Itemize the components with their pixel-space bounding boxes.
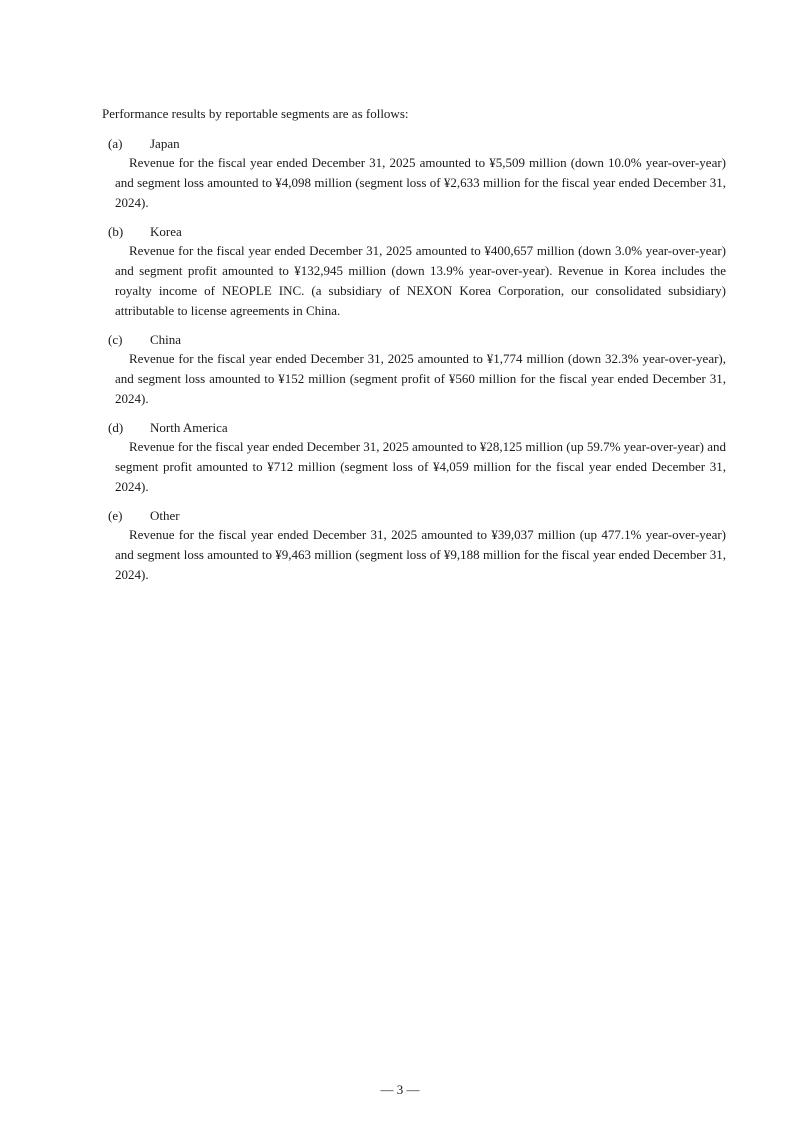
segment-letter: (c) xyxy=(108,332,123,347)
segment-paragraph: Revenue for the fiscal year ended December 31, 2025 amounted to ¥28,125 million (up 59.7% year-over-year) and segment profit amounted to ¥712 million (segment loss of ¥4,059 million for the fiscal year ended December 31, 2024). xyxy=(115,439,726,494)
segment-name: North America xyxy=(150,420,228,435)
segment-letter: (d) xyxy=(108,420,124,435)
page-number: — 3 — xyxy=(380,1082,420,1097)
segment-japan xyxy=(108,135,726,213)
segment-name: China xyxy=(150,332,182,347)
segment-paragraph: Revenue for the fiscal year ended December 31, 2025 amounted to ¥400,657 million (down 3.0% year-over-year) and segment profit amounted to ¥132,945 million (down 13.9% year-over-year). Revenue in Korea includes the royalty income of NEOPLE INC. (a subsidiary of NEXON Korea Corporation, our consolidated subsidiary) attributable to license agreements in China. xyxy=(115,243,726,318)
segment-heading xyxy=(108,135,726,153)
segment-paragraph: Revenue for the fiscal year ended December 31, 2025 amounted to ¥5,509 million (down 10.0% year-over-year) and segment loss amounted to ¥4,098 million (segment loss of ¥2,633 million for the fiscal year ended December 31, 2024). xyxy=(115,155,726,210)
segment-heading xyxy=(108,507,726,525)
segment-name: Japan xyxy=(150,136,180,151)
segment-letter: (e) xyxy=(108,508,123,523)
segment-heading xyxy=(108,331,726,349)
segment-paragraph: Revenue for the fiscal year ended December 31, 2025 amounted to ¥1,774 million (down 32.3% year-over-year), and segment loss amounted to ¥152 million (segment profit of ¥560 million for the fiscal year ended December 31, 2024). xyxy=(115,351,726,406)
segment-korea xyxy=(108,223,726,321)
segment-name: Other xyxy=(150,508,180,523)
segment-china xyxy=(108,331,726,409)
segment-name: Korea xyxy=(150,224,182,239)
segment-list xyxy=(108,135,726,595)
segment-letter: (a) xyxy=(108,136,123,151)
segment-other xyxy=(108,507,726,585)
segment-heading xyxy=(108,419,726,437)
segment-north-america xyxy=(108,419,726,497)
intro-text: Performance results by reportable segments are as follows: xyxy=(102,106,409,121)
segment-paragraph: Revenue for the fiscal year ended December 31, 2025 amounted to ¥39,037 million (up 477.1% year-over-year) and segment loss amounted to ¥9,463 million (segment loss of ¥9,188 million for the fiscal year ended December 31, 2024). xyxy=(115,527,726,582)
segment-letter: (b) xyxy=(108,224,124,239)
segment-heading xyxy=(108,223,726,241)
